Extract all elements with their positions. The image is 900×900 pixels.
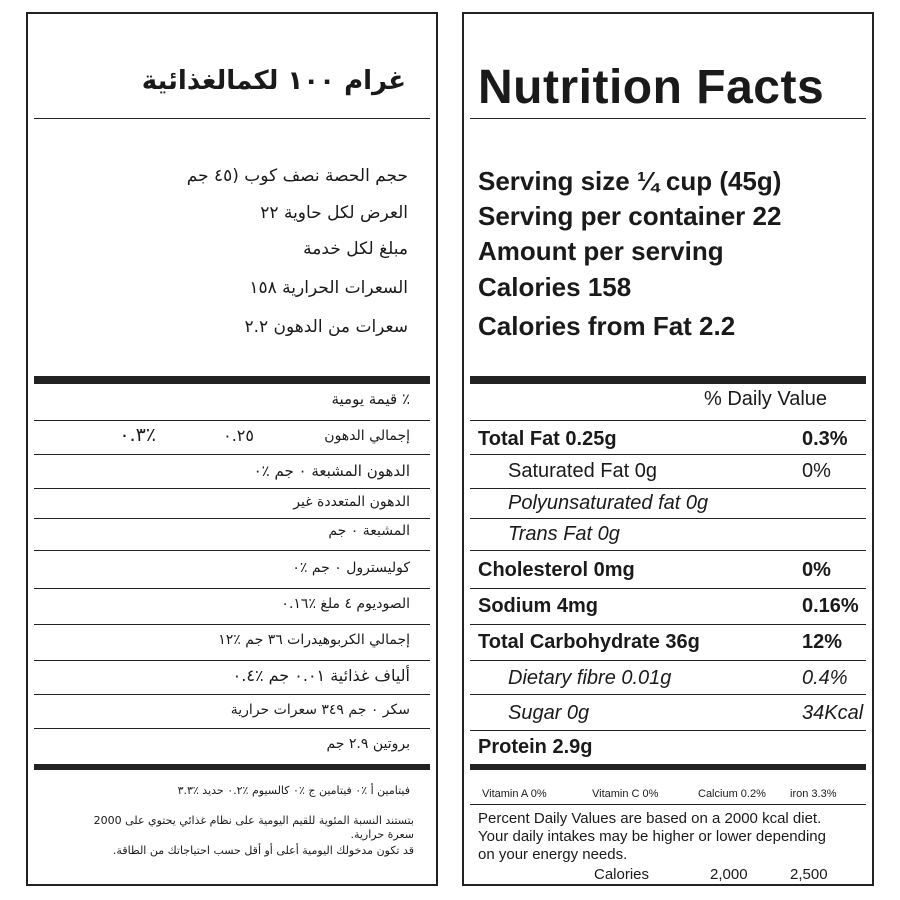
nutrient-name: Sugar 0g [508,701,590,724]
nutrient-dv: 0.4% [802,666,848,689]
divider [34,588,430,589]
daily-value-header: % Daily Value [704,388,828,410]
nutrient-row-cholesterol [478,554,864,586]
footnote-line1: Percent Daily Values are based on a 2000 kcal diet. [478,810,822,827]
divider [470,454,866,455]
nutrient-name: Total Carbohydrate 36g [478,630,700,653]
footnote-cal-2500: 2,500 [790,866,828,883]
vitamin-a: Vitamin A 0% [482,788,547,800]
nutrient-row-protein [478,732,864,762]
footnote-line2: Your daily intakes may be higher or lower depending [478,828,826,845]
divider [470,118,866,119]
arabic-serving-per-container: العرض لكل حاوية ٢٢ [260,203,408,223]
footnote-cal-2000: 2,000 [710,866,748,883]
divider [34,624,430,625]
thick-divider [470,376,866,384]
nutrient-name: Sodium 4mg [478,594,599,617]
nutrient-row-sodium [478,590,864,622]
nutrient-dv: 0.3% [802,427,848,450]
arabic-row: الصوديوم ٤ ملغ ٪٠.١٦ [281,596,410,612]
divider [470,660,866,661]
arabic-row: سكر ٠ جم ٣٤٩ سعرات حرارية [230,702,410,718]
arabic-footnote-line3: قد تكون مدخولك اليومية أعلى أو أقل حسب احتياجاتك من الطاقة. [112,844,414,857]
divider [34,694,430,695]
english-nutrition-panel [462,12,874,886]
nutrient-name: Saturated Fat 0g [508,459,657,482]
arabic-nutrition-panel [26,12,438,886]
arabic-serving-size: حجم الحصة نصف كوب (٤٥ جم [186,166,408,186]
calories: Calories 158 [478,272,632,302]
footnote-line3: on your energy needs. [478,846,628,863]
arabic-vitamins: فيتامين أ ٪٠ فيتامين ج ٪٠ كالسيوم ٪٠.٢ حديد ٪٣.٣ [177,784,410,797]
thick-divider [470,764,866,770]
arabic-row: بروتين ٢.٩ جم [326,736,410,752]
nutrient-row-sugar [478,696,864,730]
divider [470,694,866,695]
nutrient-dv: 0% [802,558,831,581]
nutrient-row-total-fat [478,426,864,452]
amount-per-serving: Amount per serving [478,236,724,266]
nutrient-name: Trans Fat 0g [508,522,620,545]
vitamin-c: Vitamin C 0% [592,788,659,800]
divider [470,550,866,551]
arabic-footnote-line1: بتستند النسبة المئوية للقيم اليومية على نظام غذائي يحتوي على 2000 [93,814,414,827]
calcium: Calcium 0.2% [698,788,766,800]
arabic-row: المشبعة ٠ جم [328,523,410,539]
nutrition-facts-title: Nutrition Facts [478,61,825,114]
arabic-total-fat-dv: ٪٠.٣ [119,424,156,446]
nutrient-name: Polyunsaturated fat 0g [508,491,709,514]
divider [34,454,430,455]
divider [34,420,430,421]
divider [470,624,866,625]
nutrient-row-total-carbohydrate [478,626,864,658]
iron: iron 3.3% [790,788,837,800]
arabic-row: إجمالي الكربوهيدرات ٣٦ جم ٪١٢ [218,632,410,648]
arabic-footnote-line2: سعرة حرارية. [350,828,414,841]
nutrient-dv: 34Kcal [802,701,864,724]
nutrient-name: Cholesterol 0mg [478,558,635,581]
divider [470,804,866,805]
nutrient-name: Protein 2.9g [478,735,593,758]
arabic-amount-per-serving: مبلغ لكل خدمة [303,239,408,259]
serving-size: Serving size ¼ cup (45g) [478,166,782,196]
serving-per-container: Serving per container 22 [478,201,782,231]
nutrient-row-trans-fat [478,519,864,549]
arabic-row: الدهون المتعددة غير [293,494,410,510]
divider [34,518,430,519]
divider [470,420,866,421]
nutrient-dv: 12% [802,630,843,653]
arabic-total-fat-amount: ٠.٢٥ [223,426,254,445]
nutrient-row-polyunsaturated-fat [478,488,864,518]
divider [34,660,430,661]
divider [34,118,430,119]
calories-from-fat: Calories from Fat 2.2 [478,311,736,341]
arabic-row: الدهون المشبعة ٠ جم ٪٠ [253,462,410,480]
divider [34,550,430,551]
arabic-total-fat-label: إجمالي الدهون [324,428,410,444]
arabic-daily-value-header: ٪ قيمة يومية [331,390,410,408]
nutrient-name: Dietary fibre 0.01g [508,666,672,689]
thick-divider [34,376,430,384]
nutrient-dv: 0% [802,459,831,482]
arabic-row: ألياف غذائية ٠.٠١ جم ٪٠.٤ [232,666,410,685]
nutrient-row-saturated-fat [478,456,864,486]
divider [470,588,866,589]
divider [470,730,866,731]
divider [34,728,430,729]
thick-divider [34,764,430,770]
arabic-calories-from-fat: سعرات من الدهون ٢.٢ [244,317,408,337]
nutrient-dv: 0.16% [802,594,859,617]
nutrient-row-dietary-fibre [478,662,864,694]
divider [34,488,430,489]
nutrient-name: Total Fat 0.25g [478,427,617,450]
footnote-calories-label: Calories [594,866,650,883]
arabic-title: غرام ١٠٠ لكمالغذائية [141,66,406,96]
arabic-calories: السعرات الحرارية ١٥٨ [249,278,408,298]
arabic-row: كوليسترول ٠ جم ٪٠ [292,560,410,576]
